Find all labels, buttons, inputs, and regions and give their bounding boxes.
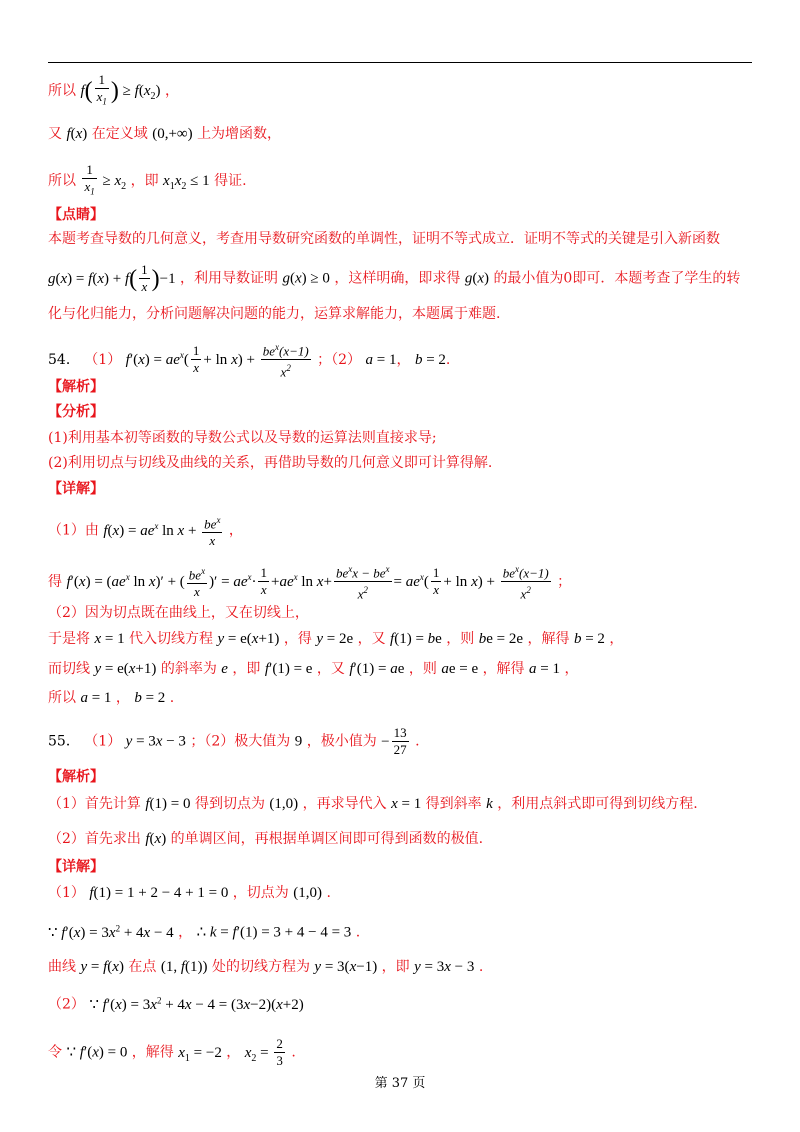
math-x1: $x_1 = -2$ bbox=[178, 1044, 222, 1064]
line-12: (2)利用切点与切线及曲线的关系，再借助导数的几何意义即可计算得解. bbox=[48, 455, 493, 471]
text: ，这样明确，即求得 bbox=[334, 270, 461, 287]
math-gx: g(x) bbox=[464, 270, 489, 287]
math-fprime1-eq-ae: f′(1) = ae bbox=[349, 661, 405, 677]
text: 所以 bbox=[48, 172, 76, 189]
math-point-1-0: (1,0) bbox=[269, 796, 299, 812]
text: ，利用点斜式即可得到切线方程. bbox=[497, 796, 698, 812]
text: ， bbox=[164, 82, 179, 99]
text: 得到切点为 bbox=[194, 796, 265, 812]
text: ， bbox=[564, 661, 579, 677]
line-5: 本题考查导数的几何意义，考查用导数研究函数的单调性，证明不等式成立．证明不等式的关键是引入新函数 bbox=[48, 231, 720, 247]
line-25 bbox=[48, 883, 331, 903]
math-b-eq-2: b = 2 bbox=[414, 351, 446, 368]
math-tangent-line: y = e(x+1) bbox=[94, 661, 157, 677]
math-b-eq-2: b = 2 bbox=[573, 631, 605, 647]
text: 所以 bbox=[48, 690, 76, 706]
math-f-of-reciprocal-ge: f( $\frac{1}{x_1}$ ) ≥ $f(x_2)$ bbox=[80, 72, 161, 107]
line-26 bbox=[48, 918, 360, 943]
line-18 bbox=[48, 659, 578, 679]
text: 得到斜率 bbox=[425, 796, 482, 812]
text: 代入切线方程 bbox=[129, 631, 214, 647]
text: ，解得 bbox=[131, 1044, 174, 1061]
text: ， bbox=[228, 522, 243, 539]
math-x-eq-1: x = 1 bbox=[94, 631, 125, 647]
math-product-le-1: $x_1x_2 \le 1$ bbox=[163, 172, 210, 192]
math-fx: f(x) bbox=[66, 126, 88, 142]
math-k: k bbox=[486, 796, 493, 812]
math-e: e bbox=[221, 661, 228, 677]
math-a-eq-1: a = 1 bbox=[80, 690, 112, 706]
text: ，切点为 bbox=[232, 885, 289, 901]
text: ，解得 bbox=[527, 631, 570, 647]
math-a-eq-1: a = 1 bbox=[529, 661, 560, 677]
text: ，则 bbox=[408, 661, 437, 677]
text: ，即 bbox=[232, 661, 261, 677]
heading-dianjing: 【点睛】 bbox=[48, 207, 104, 223]
line-6 bbox=[48, 262, 740, 295]
math-max-value: 9 bbox=[294, 733, 303, 750]
text: 得 bbox=[48, 573, 62, 590]
line-15 bbox=[48, 561, 571, 603]
math-tangent-55: y = 3x − 3 bbox=[414, 959, 475, 975]
text: ，又 bbox=[357, 631, 386, 647]
math-factored-derivative: ∵ $f'(x) = 3x^2 + 4x - 4 = (3x-2)(x+2)$ bbox=[89, 995, 304, 1013]
text: . bbox=[445, 351, 451, 368]
text: 令 bbox=[48, 1044, 62, 1061]
math-f1-eq-0: f(1) = 0 bbox=[145, 796, 191, 812]
heading-jiexi-2: 【解析】 bbox=[48, 769, 104, 785]
text: ； bbox=[557, 573, 572, 590]
math-min-value: − $\frac{13}{27}$ bbox=[381, 725, 407, 757]
question-55 bbox=[48, 725, 420, 758]
math-reciprocal-ge-x2: $\frac{1}{x_1}$ ≥ $x_2$ bbox=[84, 162, 127, 197]
line-16: （2）因为切点既在曲线上，又在切线上， bbox=[48, 605, 309, 621]
text: ，又 bbox=[316, 661, 345, 677]
text: 而切线 bbox=[48, 661, 90, 677]
text: . bbox=[415, 733, 420, 750]
line-17 bbox=[48, 629, 623, 649]
text: ，则 bbox=[446, 631, 475, 647]
text: 曲线 bbox=[48, 959, 76, 975]
math-point-1-f1: (1, f(1)) bbox=[160, 959, 208, 975]
line-3 bbox=[48, 162, 247, 200]
heading-xiangjie-1: 【详解】 bbox=[48, 481, 104, 497]
text: （1） bbox=[84, 733, 122, 750]
math-f1-compute: f(1) = 1 + 2 − 4 + 1 = 0 bbox=[89, 885, 229, 901]
text: 又 bbox=[48, 126, 62, 142]
text: 上为增函数， bbox=[197, 126, 282, 142]
line-27 bbox=[48, 957, 483, 977]
text: ，极小值为 bbox=[306, 733, 377, 750]
question-number: 55． bbox=[48, 733, 80, 750]
text: ， bbox=[609, 631, 624, 647]
text: 于是将 bbox=[48, 631, 90, 647]
text: ；（2）极大值为 bbox=[190, 733, 291, 750]
line-22 bbox=[48, 794, 698, 814]
line-7: 化与化归能力，分析问题解决问题的能力，运算求解能力，本题属于难题. bbox=[48, 306, 501, 322]
text: ，即 bbox=[130, 172, 159, 189]
line-29 bbox=[48, 1036, 296, 1069]
math-x2: $x_2$ = $\frac{2}{3}$ bbox=[244, 1036, 283, 1068]
text: . bbox=[478, 959, 484, 975]
line-14 bbox=[48, 512, 243, 549]
page-number: 第 37 页 bbox=[374, 1076, 426, 1091]
text: （1）首先计算 bbox=[48, 796, 141, 812]
text: 在点 bbox=[128, 959, 157, 975]
header-rule bbox=[48, 62, 752, 63]
text: ， bbox=[178, 924, 193, 941]
heading-jiexi-1: 【解析】 bbox=[48, 379, 104, 395]
text: （2）首先求出 bbox=[48, 831, 141, 847]
text: ，再求导代入 bbox=[302, 796, 387, 812]
line-23 bbox=[48, 829, 483, 849]
math-derivative-54: $f'(x) = ae^x$( $\frac{1}{x}$ + ln x) + $\frac{be^x(x-1)}{x^2}$ bbox=[126, 352, 313, 368]
math-g-ge-0: g(x) ≥ 0 bbox=[282, 270, 330, 287]
math-tangent-55: y = 3x − 3 bbox=[125, 733, 186, 750]
math-fprime1-eq-e: f′(1) = e bbox=[264, 661, 313, 677]
text: 处的切线方程为 bbox=[211, 959, 310, 975]
line-19 bbox=[48, 688, 174, 708]
math-fprime-eq-0: ∵ f′(x) = 0 bbox=[66, 1044, 128, 1061]
text: 得证. bbox=[214, 172, 247, 189]
math-f1-eq-be: f(1) = be bbox=[390, 631, 442, 647]
text: 的斜率为 bbox=[160, 661, 217, 677]
line-2 bbox=[48, 124, 281, 144]
text: 的单调区间，再根据单调区间即可得到函数的极值. bbox=[170, 831, 484, 847]
line-28 bbox=[48, 990, 304, 1015]
text: ；（2） bbox=[317, 351, 362, 368]
math-derivative-derivation: $f'(x) = (ae^x$ ln x)′ + ( $\frac{be^x}{x}$ )′ = $ae^x\cdot$ $\frac{1}{x}$ $+ae^x$ ln x+ $\frac{be^xx - be^x}{x^2}$ = $ae^x$( $\frac{1}{x}$ + ln x) + $\frac{be^x(x-1)}{x^2}$ bbox=[66, 574, 552, 590]
text: 在定义域 bbox=[91, 126, 148, 142]
math-domain: (0,+∞) bbox=[152, 126, 193, 142]
text: . bbox=[169, 690, 175, 706]
text: ， bbox=[226, 1044, 241, 1061]
text: ，得 bbox=[283, 631, 312, 647]
math-slope-k: ∴ k = f′(1) = 3 + 4 − 4 = 3 bbox=[196, 924, 352, 941]
line-11: (1)利用基本初等函数的导数公式以及导数的运算法则直接求导; bbox=[48, 430, 437, 446]
question-54 bbox=[48, 339, 450, 381]
math-y-eq-fx: y = f(x) bbox=[80, 959, 124, 975]
math-be-eq-2e: be = 2e bbox=[478, 631, 524, 647]
math-derivative-55: ∵ $f'(x) = 3x^2 + 4x - 4$ bbox=[48, 923, 174, 941]
text: . bbox=[355, 924, 361, 941]
math-b-eq-2: b = 2 bbox=[134, 690, 166, 706]
math-y-eq-2e: y = 2e bbox=[316, 631, 354, 647]
text: （1） bbox=[48, 885, 85, 901]
text: 的最小值为0即可．本题考查了学生的转 bbox=[493, 270, 741, 287]
math-ae-eq-e: ae = e bbox=[441, 661, 479, 677]
text: ，利用导数证明 bbox=[180, 270, 279, 287]
math-x-eq-1: x = 1 bbox=[391, 796, 422, 812]
text: 所以 bbox=[48, 82, 76, 99]
math-a-eq-1: a = 1 bbox=[365, 351, 397, 368]
heading-fenxi: 【分析】 bbox=[48, 404, 104, 420]
math-f-definition: $f(x) = ae^x$ ln x + $\frac{be^x}{x}$ bbox=[103, 523, 224, 539]
math-g-definition: g(x) = f(x) + f( $\frac{1}{x}$ )−1 bbox=[48, 262, 176, 294]
heading-xiangjie-2: 【详解】 bbox=[48, 859, 104, 875]
math-point-1-0: (1,0) bbox=[293, 885, 322, 901]
text: （2） bbox=[48, 996, 85, 1013]
text: （1）由 bbox=[48, 522, 99, 539]
text: ，解得 bbox=[482, 661, 525, 677]
math-tangent-line: y = e(x+1) bbox=[217, 631, 280, 647]
text: （1） bbox=[84, 351, 122, 368]
text: ， bbox=[396, 351, 411, 368]
line-1 bbox=[48, 72, 179, 110]
math-fx: f(x) bbox=[145, 831, 167, 847]
text: ， bbox=[115, 690, 130, 706]
math-y-eq-3-x-1: y = 3(x−1) bbox=[314, 959, 378, 975]
question-number: 54． bbox=[48, 351, 80, 368]
text: ，即 bbox=[381, 959, 410, 975]
text: . bbox=[291, 1044, 296, 1061]
text: . bbox=[326, 885, 331, 901]
